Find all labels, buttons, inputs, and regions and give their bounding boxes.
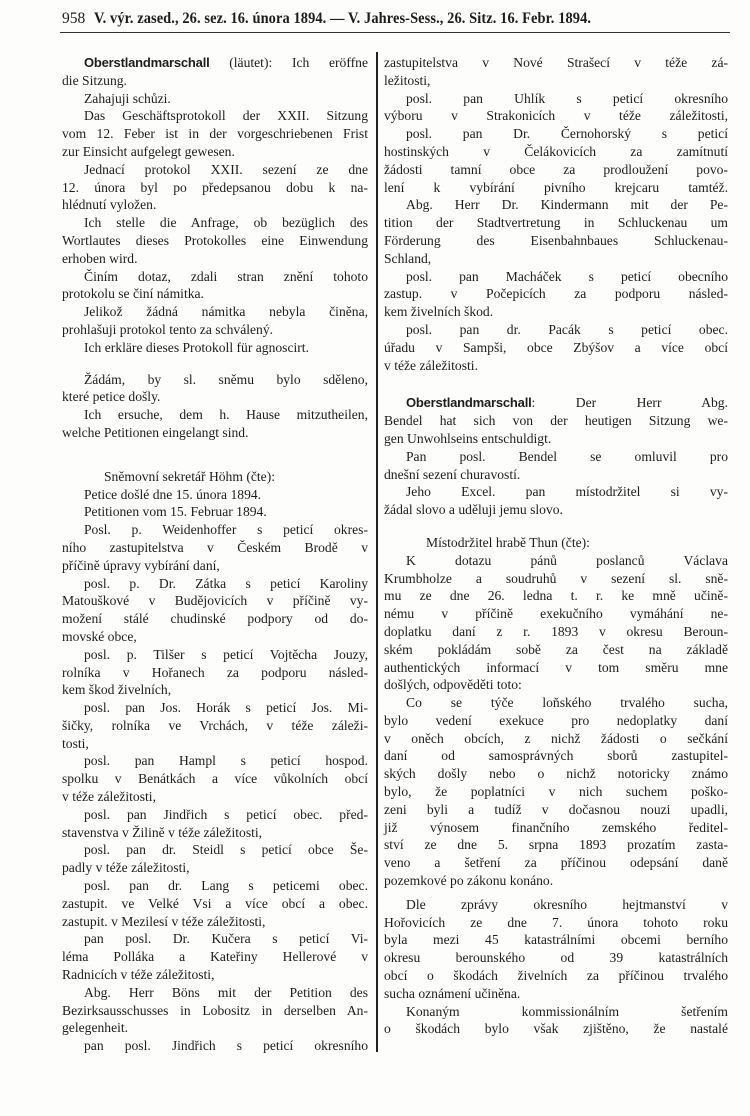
left-text-line <box>62 806 368 824</box>
left-text-line <box>62 521 368 539</box>
left-text-line <box>62 424 368 442</box>
right-text-line <box>384 985 728 1003</box>
line-text: v oněch obcích, z nichž žádosti o sečkání <box>384 730 728 746</box>
line-text: zastupit. ve Velké Vsi a více obcí a obec. <box>62 895 368 911</box>
left-text-line <box>62 930 368 948</box>
line-text: posl. pan Macháček s peticí obecního <box>406 268 728 284</box>
right-text-line <box>384 836 728 854</box>
line-text: ském pokládám sobě za čest na základě <box>384 641 728 657</box>
left-text-line <box>62 196 368 214</box>
left-text-line <box>62 90 368 108</box>
right-text-line <box>384 801 728 819</box>
line-text: Bendel hat sich von der heutigen Sitzung we- <box>384 413 728 429</box>
left-text-line <box>62 72 368 90</box>
right-text-line <box>384 90 728 108</box>
line-text: protokolu se činí námitka. <box>62 286 204 302</box>
left-text-line <box>62 592 368 610</box>
line-text: doplatku daní z r. 1893 v okresu Beroun- <box>384 623 728 639</box>
line-text: rolníka v Hořanech za podporu násled- <box>62 664 368 680</box>
left-text-line <box>62 179 368 197</box>
right-text-line <box>384 765 728 783</box>
right-text-line <box>384 285 728 303</box>
left-text-line <box>62 468 368 486</box>
line-text: které petice došly. <box>62 389 161 405</box>
line-text: dnešní sezení churavostí. <box>384 466 521 482</box>
left-text-line <box>62 143 368 161</box>
line-text: v téže záležitosti. <box>384 357 478 373</box>
column-divider <box>376 52 378 1052</box>
right-text-line <box>384 676 728 694</box>
right-text-line <box>384 694 728 712</box>
right-text-line <box>384 448 728 466</box>
left-text-line <box>62 628 368 646</box>
right-text-line <box>384 659 728 677</box>
line-text: možení stálé chudinské podpory od do- <box>62 611 368 627</box>
line-text: byla mezi 45 katastrálními obcemi berního <box>384 932 728 948</box>
line-text: padly v téže záležitosti, <box>62 860 190 876</box>
right-text-line <box>384 72 728 90</box>
line-text: došlých, odpověděti toto: <box>384 677 522 693</box>
line-text: lení k vybírání pivního krejcaru tamtéž. <box>384 179 728 195</box>
right-text-line <box>384 466 728 484</box>
left-text-line <box>62 610 368 628</box>
right-text-line <box>384 534 728 552</box>
line-text: Abg. Herr Dr. Kindermann mit der Pe- <box>406 197 728 213</box>
line-text: erhoben wird. <box>62 250 138 266</box>
page-number: 958 <box>62 10 86 27</box>
left-text-line <box>62 285 368 303</box>
line-text: úřadu v Sampši, obce Zbýšov a více obcí <box>384 339 728 355</box>
line-text: posl. p. Tilšer s peticí Vojtěcha Jouzy, <box>84 646 368 662</box>
line-text: v téže záležitosti, <box>62 789 156 805</box>
line-text: Förderung des Eisenbahnbaues Schluckenau- <box>384 232 728 248</box>
line-text: Das Geschäftsprotokoll der XXII. Sitzung <box>84 108 368 124</box>
line-text: tition der Stadtvertretung in Schluckenau um <box>384 215 728 231</box>
line-text: stavenstva v Žilině v téže záležitosti, <box>62 824 263 840</box>
line-text: kem škod živelních, <box>62 682 172 698</box>
line-text: ství ze dne 5. srpna 1893 prozatím zasta- <box>384 837 728 853</box>
line-text: žádosti tamní obce za prodloužení povo- <box>384 161 728 177</box>
right-text-line <box>384 107 728 125</box>
line-text: welche Petitionen eingelangt sind. <box>62 424 249 440</box>
line-text: zastup. v Počepicích za podporu násled- <box>384 286 728 302</box>
line-text: Konaným kommissionálním šetřením <box>406 1003 728 1019</box>
left-text-line <box>62 388 368 406</box>
line-text: posl. pan Dr. Černohorský s peticí <box>406 126 728 142</box>
line-text: Sněmovní sekretář Höhm (čte): <box>104 468 276 484</box>
line-text: Hořovicích ze dne 7. února tohoto roku <box>384 914 728 930</box>
left-text-line <box>62 859 368 877</box>
line-text: : Der Herr Abg. <box>531 395 728 411</box>
right-text-line <box>384 641 728 659</box>
left-text-line <box>62 984 368 1002</box>
line-text: Pan posl. Bendel se omluvil pro <box>406 448 728 464</box>
line-text: Matouškové v Budějovicích v příčině vy- <box>62 593 368 609</box>
right-text-line <box>384 854 728 872</box>
left-text-line <box>62 717 368 735</box>
left-text-line <box>62 250 368 268</box>
right-text-line <box>384 412 728 430</box>
left-text-line <box>62 699 368 717</box>
line-text: die Sitzung. <box>62 72 127 88</box>
right-text-line <box>384 232 728 250</box>
right-text-line <box>384 605 728 623</box>
line-text: zastupit. v Mezilesí v téže záležitosti, <box>62 913 266 929</box>
line-text: pan posl. Jindřich s peticí okresního <box>84 1038 368 1054</box>
line-text: léma Polláka a Kateřiny Hellerové v <box>62 949 368 965</box>
left-text-line <box>62 948 368 966</box>
right-text-line <box>384 143 728 161</box>
line-text: posl. pan Hampl s peticí hospod. <box>84 753 368 769</box>
line-text: Jeho Excel. pan místodržitel si vy- <box>406 484 728 500</box>
line-text: Jelikož žádná námitka nebyla činěna, <box>84 304 368 320</box>
line-text: příčině úpravy vybírání daní, <box>62 557 220 573</box>
right-text-line <box>384 1020 728 1038</box>
right-text-line <box>384 570 728 588</box>
right-text-line <box>384 872 728 890</box>
right-text-line <box>384 819 728 837</box>
right-text-line <box>384 125 728 143</box>
line-text: posl. pan dr. Steidl s peticí obce Še- <box>84 842 368 858</box>
left-text-line <box>62 646 368 664</box>
right-text-line <box>384 914 728 932</box>
line-text: Wortlautes dieses Protokolles eine Einwendung <box>62 232 368 248</box>
left-text-line <box>62 371 368 389</box>
right-text-line <box>384 179 728 197</box>
right-text-line <box>384 430 728 448</box>
right-text-line <box>384 730 728 748</box>
line-text: Žádám, by sl. sněmu bylo sděleno, <box>84 371 368 387</box>
line-text: zeni byli a tudíž v dočasnou nouzi upadli, <box>384 801 728 817</box>
right-text-line <box>384 321 728 339</box>
header-rule <box>60 32 730 33</box>
line-text: žádal slovo a uděluji jemu slovo. <box>384 502 563 518</box>
line-text: posl. pan Uhlík s peticí okresního <box>406 90 728 106</box>
left-text-line <box>62 681 368 699</box>
line-text: hostinských v Čelákovicích za zamítnutí <box>384 143 728 159</box>
left-text-line <box>62 557 368 575</box>
left-text-line <box>62 268 368 286</box>
line-text: Jednací protokol XXII. sezení ze dne <box>84 161 368 177</box>
left-text-line <box>62 406 368 424</box>
left-column <box>62 54 368 1055</box>
line-text: sucha oznámení učiněna. <box>384 985 521 1001</box>
left-text-line <box>62 575 368 593</box>
line-text: Dle zprávy okresního hejtmanství v <box>406 896 728 912</box>
line-text: obcí o škodách živelních za příčinou trvalého <box>384 968 728 984</box>
line-text: 12. února byl po předepsanou dobu k na- <box>62 179 368 195</box>
line-text: gen Unwohlseins entschuldigt. <box>384 430 552 446</box>
right-text-line <box>384 268 728 286</box>
left-text-line <box>62 125 368 143</box>
line-text: posl. p. Dr. Zátka s peticí Karoliny <box>84 575 368 591</box>
line-text: Petitionen vom 15. Februar 1894. <box>84 504 267 520</box>
right-text-line <box>384 931 728 949</box>
right-text-line <box>384 747 728 765</box>
right-text-line <box>384 483 728 501</box>
line-text: movské obce, <box>62 628 137 644</box>
left-text-line <box>62 877 368 895</box>
line-text: Zahajuji schůzi. <box>84 90 171 106</box>
right-text-line <box>384 1003 728 1021</box>
right-text-line <box>384 712 728 730</box>
header-title: V. výr. zased., 26. sez. 16. února 1894. — V. Jahres-Sess., 26. Sitz. 16. Febr. 1894. <box>94 10 592 27</box>
line-text: nému v příčině exekučního vymáhání ne- <box>384 606 728 622</box>
line-text: Radnicích v téže záležitosti, <box>62 967 215 983</box>
line-text: bylo, že poplatníci v nich suchem poško- <box>384 784 728 800</box>
right-text-line <box>384 587 728 605</box>
line-text: posl. pan dr. Lang s peticemi obec. <box>84 878 368 894</box>
left-text-line <box>62 752 368 770</box>
right-text-line <box>384 552 728 570</box>
left-text-line <box>62 770 368 788</box>
left-text-line <box>62 303 368 321</box>
line-text: pan posl. Dr. Kučera s peticí Vi- <box>84 931 368 947</box>
right-text-line <box>384 339 728 357</box>
line-text: Co se týče loňského trvalého sucha, <box>406 695 728 711</box>
line-text: Petice došlé dne 15. února 1894. <box>84 486 262 502</box>
line-text: posl. pan Jindřich s peticí obec. před- <box>84 806 368 822</box>
line-text: ního zastupitelstva v Českém Brodě v <box>62 539 368 555</box>
line-text: kem živelních škod. <box>384 304 494 320</box>
line-text: okresu berounského od 39 katastrálních <box>384 950 728 966</box>
line-text: vom 12. Feber ist in der vorgeschriebenen Frist <box>62 126 368 142</box>
line-text: již výnosem finančního zemského ředitel- <box>384 819 728 835</box>
line-text: veno a šetření za příčinou odepsání daně <box>384 855 728 871</box>
line-text: Bezirksausschusses in Lobositz in derselben An- <box>62 1002 368 1018</box>
line-text: pozemkové po zákonu konáno. <box>384 873 554 889</box>
line-text: bylo vedení exekuce pro nedoplatky daní <box>384 712 728 728</box>
line-text: zastupitelstva v Nové Strašecí v téže zá- <box>384 55 728 70</box>
running-header <box>62 8 728 32</box>
line-text: o škodách bylo však zjištěno, že nastalé <box>384 1021 728 1037</box>
left-text-line <box>62 486 368 504</box>
left-text-line <box>62 321 368 339</box>
right-text-line <box>384 394 728 412</box>
left-text-line <box>62 664 368 682</box>
speaker-name: Oberstlandmarschall <box>406 395 532 411</box>
left-text-line <box>62 895 368 913</box>
left-text-line <box>62 913 368 931</box>
left-text-line <box>62 824 368 842</box>
line-text: (läutet): Ich eröffne <box>209 55 368 70</box>
line-text: authentických informací v tom směru mne <box>384 659 728 675</box>
left-text-line <box>62 1019 368 1037</box>
line-text: hlédnutí vyložen. <box>62 197 157 213</box>
line-text: prohlašuji protokol tento za schválený. <box>62 321 274 337</box>
right-text-line <box>384 196 728 214</box>
line-text: Činím dotaz, zdali stran znění tohoto <box>84 268 368 284</box>
line-text: daní od samosprávných sborů zastupitel- <box>384 748 728 764</box>
line-text: ležitosti, <box>384 72 431 88</box>
right-text-line <box>384 250 728 268</box>
left-text-line <box>62 54 368 72</box>
right-text-line <box>384 783 728 801</box>
line-text: Abg. Herr Böns mit der Petition des <box>84 984 368 1000</box>
left-text-line <box>62 788 368 806</box>
left-text-line <box>62 735 368 753</box>
line-text: Krumbholze a soudruhů v sezení sl. sně- <box>384 570 728 586</box>
line-text: výboru v Strakonicích v téže záležitosti, <box>384 108 728 124</box>
right-text-line <box>384 214 728 232</box>
right-text-line <box>384 623 728 641</box>
left-text-line <box>62 1037 368 1055</box>
left-text-line <box>62 503 368 521</box>
left-text-line <box>62 214 368 232</box>
left-text-line <box>62 841 368 859</box>
right-text-line <box>384 54 728 72</box>
line-text: Schland, <box>384 250 432 266</box>
line-text: ských došly nebo o nichž notoricky známo <box>384 766 728 782</box>
right-text-line <box>384 161 728 179</box>
left-text-line <box>62 339 368 357</box>
right-text-line <box>384 949 728 967</box>
line-text: posl. pan dr. Pacák s peticí obec. <box>406 321 728 337</box>
left-text-line <box>62 232 368 250</box>
line-text: spolku v Benátkách a více vůkolních obcí <box>62 771 368 787</box>
left-text-line <box>62 966 368 984</box>
right-text-line <box>384 303 728 321</box>
line-text: mu ze dne 26. ledna t. r. ke mně učině- <box>384 588 728 604</box>
right-column <box>384 54 728 1038</box>
line-text: Ich erkläre dieses Protokoll für agnoscirt. <box>84 339 309 355</box>
right-text-line <box>384 357 728 375</box>
speaker-name: Oberstlandmarschall <box>84 55 210 70</box>
left-text-line <box>62 539 368 557</box>
line-text: zur Einsicht aufgelegt gewesen. <box>62 143 235 159</box>
line-text: Ich stelle die Anfrage, ob bezüglich des <box>84 215 368 231</box>
line-text: Místodržitel hrabě Thun (čte): <box>426 534 590 550</box>
right-text-line <box>384 501 728 519</box>
line-text: K dotazu pánů poslanců Václava <box>406 552 728 568</box>
line-text: Posl. p. Weidenhoffer s peticí okres- <box>84 522 368 538</box>
line-text: šičky, rolníka ve Vrchách, v téže záleži- <box>62 717 368 733</box>
right-text-line <box>384 896 728 914</box>
line-text: gelegenheit. <box>62 1020 129 1036</box>
right-text-line <box>384 967 728 985</box>
left-text-line <box>62 1002 368 1020</box>
left-text-line <box>62 107 368 125</box>
line-text: posl. pan Jos. Horák s peticí Jos. Mi- <box>84 700 368 716</box>
left-text-line <box>62 161 368 179</box>
line-text: tosti, <box>62 735 89 751</box>
line-text: Ich ersuche, dem h. Hause mitzutheilen, <box>84 407 368 423</box>
